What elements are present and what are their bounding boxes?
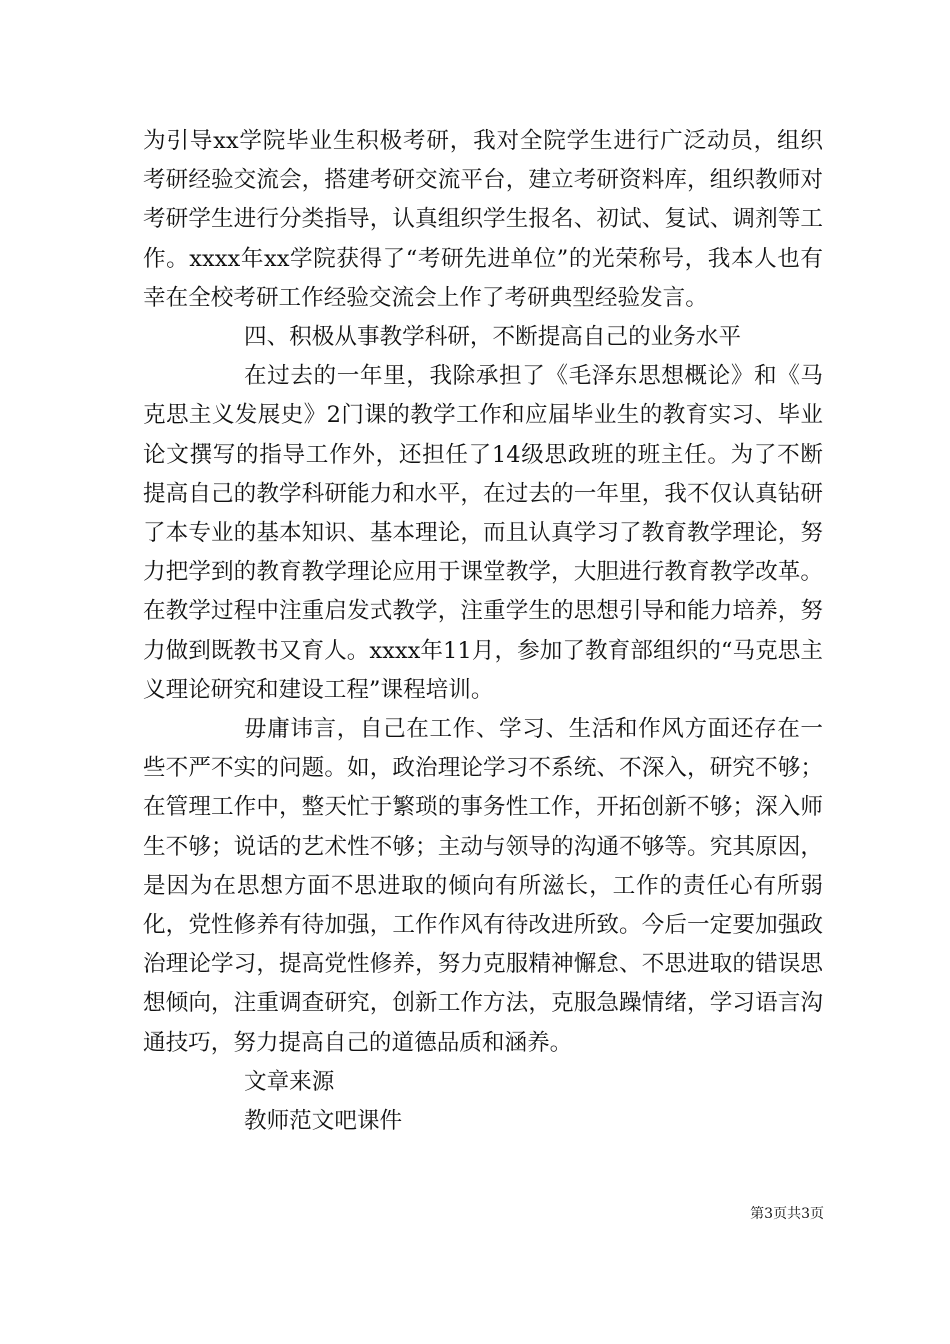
source-label: 文章来源 bbox=[244, 1068, 335, 1095]
paragraph-self-criticism: 毋庸讳言，自己在工作、学习、生活和作风方面还存在一些不严不实的问题。如，政治理论学习不系统、不深入，研究不够；在管理工作中，整天忙于繁琐的事务性工作，开拓创新不够；深入师生不够；说话的艺术性不够；主动与领导的沟通不够等。究其原因，是因为在思想方面不思进取的倾向有所滋长，工作的责任心有所弱化，党性修养有待加强，工作作风有待改进所致。今后一定要加强政治理论学习，提高党性修养，努力克服精神懈怠、不思进取的错误思想倾向，注重调查研究，创新工作方法，克服急躁情绪，学习语言沟通技巧，努力提高自己的道德品质和涵养。 bbox=[143, 716, 823, 1056]
paragraph-graduate-exam: 为引导xx学院毕业生积极考研，我对全院学生进行广泛动员，组织考研经验交流会，搭建考研交流平台，建立考研资料库，组织教师对考研学生进行分类指导，认真组织学生报名、初试、复试、调剂等工作。xxxx年xx学院获得了“考研先进单位”的光荣称号，我本人也有幸在全校考研工作经验交流会上作了考研典型经验发言。 bbox=[143, 128, 823, 311]
page-number-footer: 第3页共3页 bbox=[750, 1206, 824, 1222]
section-heading-four: 四、积极从事教学科研，不断提高自己的业务水平 bbox=[244, 324, 742, 351]
paragraph-teaching-research: 在过去的一年里，我除承担了《毛泽东思想概论》和《马克思主义发展史》2门课的教学工作和应届毕业生的教育实习、毕业论文撰写的指导工作外，还担任了14级思政班的班主任。为了不断提高自己的教学科研能力和水平，在过去的一年里，我不仅认真钻研了本专业的基本知识、基本理论，而且认真学习了教育教学理论，努力把学到的教育教学理论应用于课堂教学，大胆进行教育教学改革。在教学过程中注重启发式教学，注重学生的思想引导和能力培养，努力做到既教书又育人。xxxx年11月，参加了教育部组织的“马克思主义理论研究和建设工程”课程培训。 bbox=[143, 363, 823, 703]
source-name: 教师范文吧课件 bbox=[244, 1108, 403, 1135]
document-body bbox=[143, 122, 823, 1141]
